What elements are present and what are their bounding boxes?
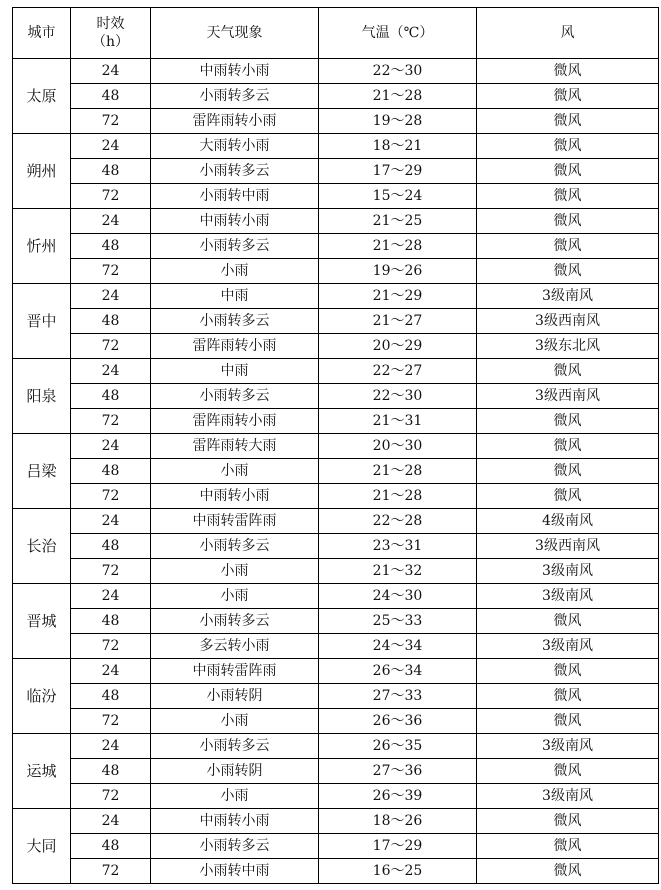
hours-cell: 72: [71, 109, 151, 134]
hours-cell: 48: [71, 609, 151, 634]
hours-cell: 48: [71, 384, 151, 409]
temp-cell: 17～29: [319, 834, 477, 859]
table-row: [13, 809, 659, 834]
hours-cell: 48: [71, 309, 151, 334]
forecast-table: [12, 7, 659, 884]
table-row: [13, 59, 659, 84]
weather-cell: 中雨转雷阵雨: [151, 509, 319, 534]
table-row: [13, 834, 659, 859]
table-row: [13, 784, 659, 809]
hours-cell: 72: [71, 559, 151, 584]
temp-cell: 21～25: [319, 209, 477, 234]
table-row: [13, 734, 659, 759]
wind-cell: 3级南风: [477, 784, 659, 809]
city-name: 阳泉: [13, 359, 71, 434]
wind-cell: 3级南风: [477, 284, 659, 309]
weather-cell: 小雨转多云: [151, 609, 319, 634]
hours-cell: 24: [71, 734, 151, 759]
temp-cell: 23～31: [319, 534, 477, 559]
table-row: [13, 559, 659, 584]
temp-cell: 21～29: [319, 284, 477, 309]
table-row: [13, 434, 659, 459]
hours-cell: 72: [71, 484, 151, 509]
wind-cell: 微风: [477, 159, 659, 184]
hours-cell: 48: [71, 84, 151, 109]
hours-cell: 24: [71, 284, 151, 309]
wind-cell: 微风: [477, 409, 659, 434]
hours-cell: 24: [71, 209, 151, 234]
wind-cell: 微风: [477, 359, 659, 384]
temp-cell: 26～39: [319, 784, 477, 809]
weather-cell: 雷阵雨转小雨: [151, 409, 319, 434]
hours-cell: 48: [71, 834, 151, 859]
table-row: [13, 134, 659, 159]
hours-cell: 24: [71, 584, 151, 609]
hours-cell: 72: [71, 184, 151, 209]
wind-cell: 微风: [477, 59, 659, 84]
weather-cell: 小雨: [151, 709, 319, 734]
weather-cell: 小雨转多云: [151, 834, 319, 859]
temp-cell: 26～36: [319, 709, 477, 734]
weather-cell: 中雨: [151, 359, 319, 384]
weather-cell: 中雨转小雨: [151, 209, 319, 234]
hours-cell: 48: [71, 534, 151, 559]
temp-cell: 15～24: [319, 184, 477, 209]
temp-cell: 17～29: [319, 159, 477, 184]
temp-cell: 22～30: [319, 59, 477, 84]
wind-cell: 3级南风: [477, 584, 659, 609]
wind-cell: 微风: [477, 84, 659, 109]
hours-cell: 72: [71, 709, 151, 734]
temp-cell: 21～28: [319, 484, 477, 509]
weather-cell: 雷阵雨转小雨: [151, 109, 319, 134]
wind-cell: 微风: [477, 684, 659, 709]
wind-cell: 3级西南风: [477, 309, 659, 334]
table-row: [13, 284, 659, 309]
weather-cell: 多云转小雨: [151, 634, 319, 659]
wind-cell: 微风: [477, 709, 659, 734]
temp-cell: 21～28: [319, 84, 477, 109]
wind-cell: 微风: [477, 184, 659, 209]
wind-cell: 3级南风: [477, 634, 659, 659]
temp-cell: 26～34: [319, 659, 477, 684]
wind-cell: 微风: [477, 659, 659, 684]
weather-cell: 小雨: [151, 584, 319, 609]
wind-cell: 微风: [477, 259, 659, 284]
temp-cell: 16～25: [319, 859, 477, 884]
wind-cell: 微风: [477, 834, 659, 859]
hours-cell: 24: [71, 809, 151, 834]
temp-cell: 24～34: [319, 634, 477, 659]
table-row: [13, 159, 659, 184]
temp-cell: 21～31: [319, 409, 477, 434]
wind-cell: 微风: [477, 759, 659, 784]
table-row: [13, 359, 659, 384]
weather-cell: 小雨: [151, 784, 319, 809]
table-row: [13, 84, 659, 109]
hours-cell: 48: [71, 159, 151, 184]
city-name: 临汾: [13, 659, 71, 734]
city-name: 大同: [13, 809, 71, 884]
table-row: [13, 384, 659, 409]
temp-cell: 18～26: [319, 809, 477, 834]
hours-cell: 72: [71, 859, 151, 884]
wind-cell: 微风: [477, 609, 659, 634]
table-row: [13, 584, 659, 609]
weather-cell: 雷阵雨转小雨: [151, 334, 319, 359]
city-name: 忻州: [13, 209, 71, 284]
table-row: [13, 334, 659, 359]
header-city: 城市: [13, 8, 71, 59]
table-row: [13, 209, 659, 234]
city-name: 吕梁: [13, 434, 71, 509]
weather-cell: 中雨: [151, 284, 319, 309]
hours-cell: 24: [71, 434, 151, 459]
table-row: [13, 684, 659, 709]
table-row: [13, 859, 659, 884]
hours-cell: 72: [71, 784, 151, 809]
wind-cell: 微风: [477, 484, 659, 509]
table-row: [13, 309, 659, 334]
header-hours-unit: （h）: [91, 34, 130, 50]
hours-cell: 72: [71, 409, 151, 434]
header-weather: 天气现象: [151, 8, 319, 59]
table-row: [13, 234, 659, 259]
weather-cell: 小雨: [151, 259, 319, 284]
header-temp: 气温（℃）: [319, 8, 477, 59]
hours-cell: 48: [71, 759, 151, 784]
table-row: [13, 459, 659, 484]
wind-cell: 微风: [477, 109, 659, 134]
hours-cell: 24: [71, 134, 151, 159]
temp-cell: 20～30: [319, 434, 477, 459]
hours-cell: 72: [71, 334, 151, 359]
weather-cell: 小雨转多云: [151, 309, 319, 334]
wind-cell: 微风: [477, 234, 659, 259]
table-row: [13, 534, 659, 559]
hours-cell: 48: [71, 684, 151, 709]
city-name: 运城: [13, 734, 71, 809]
temp-cell: 19～26: [319, 259, 477, 284]
table-row: [13, 509, 659, 534]
weather-cell: 小雨转阴: [151, 759, 319, 784]
weather-cell: 中雨转小雨: [151, 809, 319, 834]
city-name: 朔州: [13, 134, 71, 209]
wind-cell: 微风: [477, 134, 659, 159]
weather-cell: 中雨转小雨: [151, 59, 319, 84]
hours-cell: 72: [71, 634, 151, 659]
wind-cell: 3级南风: [477, 559, 659, 584]
wind-cell: 微风: [477, 209, 659, 234]
hours-cell: 24: [71, 509, 151, 534]
temp-cell: 21～28: [319, 459, 477, 484]
temp-cell: 22～27: [319, 359, 477, 384]
temp-cell: 18～21: [319, 134, 477, 159]
temp-cell: 26～35: [319, 734, 477, 759]
table-row: [13, 409, 659, 434]
wind-cell: 3级西南风: [477, 384, 659, 409]
header-hours: [71, 8, 151, 59]
wind-cell: 微风: [477, 434, 659, 459]
weather-cell: 小雨转中雨: [151, 859, 319, 884]
hours-cell: 24: [71, 659, 151, 684]
weather-cell: 小雨转多云: [151, 734, 319, 759]
wind-cell: 3级西南风: [477, 534, 659, 559]
weather-cell: 小雨转多云: [151, 384, 319, 409]
hours-cell: 48: [71, 459, 151, 484]
weather-cell: 小雨转多云: [151, 534, 319, 559]
weather-cell: 小雨: [151, 459, 319, 484]
temp-cell: 27～36: [319, 759, 477, 784]
table-row: [13, 184, 659, 209]
temp-cell: 21～32: [319, 559, 477, 584]
table-row: [13, 484, 659, 509]
city-name: 太原: [13, 59, 71, 134]
wind-cell: 微风: [477, 809, 659, 834]
weather-cell: 大雨转小雨: [151, 134, 319, 159]
temp-cell: 19～28: [319, 109, 477, 134]
temp-cell: 27～33: [319, 684, 477, 709]
city-name: 长治: [13, 509, 71, 584]
table-row: [13, 259, 659, 284]
weather-cell: 小雨转阴: [151, 684, 319, 709]
table-row: [13, 759, 659, 784]
weather-cell: 小雨转多云: [151, 234, 319, 259]
weather-cell: 小雨转多云: [151, 84, 319, 109]
table-row: [13, 709, 659, 734]
wind-cell: 3级东北风: [477, 334, 659, 359]
temp-cell: 21～27: [319, 309, 477, 334]
city-name: 晋中: [13, 284, 71, 359]
hours-cell: 24: [71, 359, 151, 384]
header-wind: 风: [477, 8, 659, 59]
wind-cell: 3级南风: [477, 734, 659, 759]
weather-cell: 小雨转多云: [151, 159, 319, 184]
hours-cell: 24: [71, 59, 151, 84]
header-hours-label: 时效: [96, 16, 125, 32]
weather-cell: 小雨: [151, 559, 319, 584]
weather-cell: 中雨转小雨: [151, 484, 319, 509]
weather-cell: 雷阵雨转大雨: [151, 434, 319, 459]
forecast-body: [13, 59, 659, 884]
table-row: [13, 109, 659, 134]
weather-cell: 小雨转中雨: [151, 184, 319, 209]
temp-cell: 22～28: [319, 509, 477, 534]
table-row: [13, 659, 659, 684]
wind-cell: 微风: [477, 859, 659, 884]
hours-cell: 72: [71, 259, 151, 284]
temp-cell: 20～29: [319, 334, 477, 359]
wind-cell: 4级南风: [477, 509, 659, 534]
wind-cell: 微风: [477, 459, 659, 484]
temp-cell: 22～30: [319, 384, 477, 409]
header-row: [13, 8, 659, 59]
table-row: [13, 609, 659, 634]
table-row: [13, 634, 659, 659]
temp-cell: 24～30: [319, 584, 477, 609]
hours-cell: 48: [71, 234, 151, 259]
weather-cell: 中雨转雷阵雨: [151, 659, 319, 684]
city-name: 晋城: [13, 584, 71, 659]
temp-cell: 21～28: [319, 234, 477, 259]
temp-cell: 25～33: [319, 609, 477, 634]
